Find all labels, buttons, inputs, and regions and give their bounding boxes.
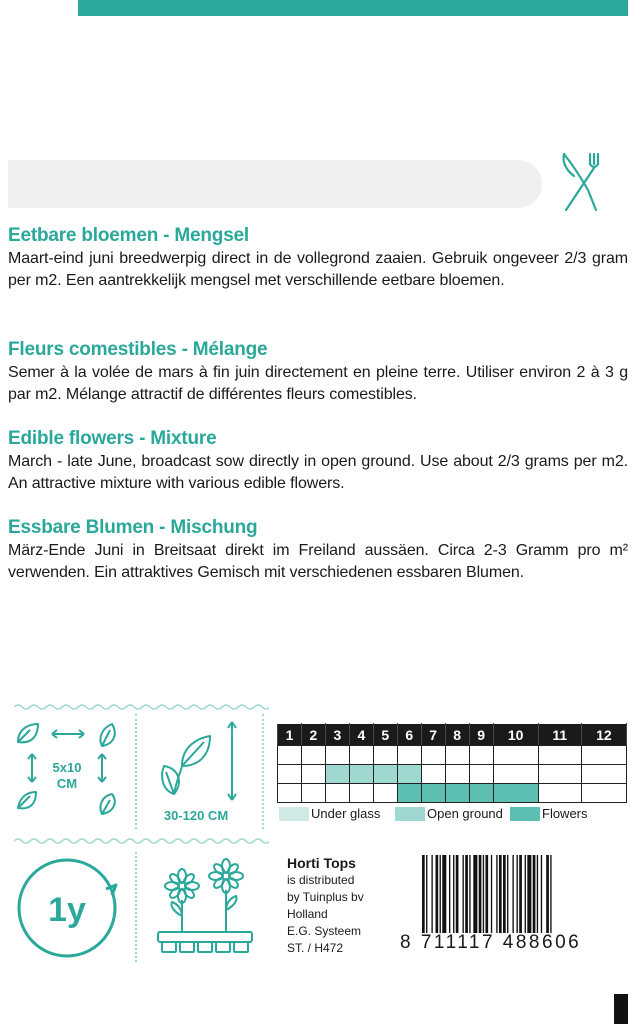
barcode-bar (512, 855, 513, 933)
month-cell: 5 (373, 724, 397, 746)
barcode-bar (440, 855, 441, 933)
wave-divider (14, 837, 269, 845)
height-value: 30-120 CM (163, 808, 229, 823)
lang-text: March - late June, broadcast sow directly in open ground. Use about 2/3 grams per m2. An attractive mixture with various edible flowers. (8, 453, 628, 492)
month-cell: 8 (445, 724, 469, 746)
calendar-cell (278, 784, 302, 803)
month-cell: 10 (493, 724, 538, 746)
distributor-line: Holland (287, 907, 328, 921)
calendar-cell (445, 746, 469, 765)
distributor-line: ST. / H472 (287, 941, 344, 955)
brand-name: Horti Tops (287, 855, 356, 871)
spacing-value: 5x10 (52, 760, 82, 775)
calendar-cell (301, 784, 325, 803)
barcode-bar (473, 855, 477, 933)
barcode-bar (517, 855, 518, 933)
knife-fork-icon (558, 150, 602, 214)
barcode (420, 855, 628, 933)
distributor-line: is distributed (287, 873, 355, 887)
month-cell: 3 (325, 724, 349, 746)
top-accent-bar (78, 0, 628, 16)
sowing-calendar (277, 723, 627, 803)
year-label: 1y (48, 891, 86, 929)
barcode-bar (469, 855, 470, 933)
barcode-bar (527, 855, 531, 933)
barcode-bar (422, 855, 425, 933)
barcode-bar (525, 855, 526, 933)
barcode-bar (426, 855, 427, 933)
lang-title: Eetbare bloemen - Mengsel (8, 225, 250, 246)
barcode-bar (465, 855, 468, 933)
calendar-cell (445, 765, 469, 784)
calendar-cell (469, 784, 493, 803)
lang-text: März-Ende Juni in Breitsaat direkt im Freiland aussäen. Circa 2-3 Gramm pro m² verwenden. Ein attraktives Gemisch mit verschiedenen essbaren Blumen. (8, 542, 628, 581)
barcode-bar (499, 855, 502, 933)
leaf-spacing-icon (14, 716, 124, 826)
distributor-info (287, 855, 407, 957)
calendar-cell (349, 784, 373, 803)
calendar-cell (373, 784, 397, 803)
month-cell: 6 (397, 724, 421, 746)
barcode-bar (507, 855, 508, 933)
lang-block-en (8, 427, 628, 495)
calendar-cell (445, 784, 469, 803)
distributor-line: E.G. Systeem (287, 924, 362, 938)
seedling-tray-icon (150, 850, 260, 960)
barcode-bar (456, 855, 459, 933)
one-year-icon (14, 855, 120, 961)
calendar-cell (538, 765, 581, 784)
month-cell: 12 (581, 724, 626, 746)
calendar-cell (325, 746, 349, 765)
barcode-bar (537, 855, 538, 933)
calendar-cell (538, 746, 581, 765)
legend-label: Under glass (311, 806, 381, 821)
calendar-row-open-ground (278, 765, 627, 784)
legend-swatch-open-ground (395, 807, 425, 821)
calendar-cell (278, 746, 302, 765)
lang-title: Edible flowers - Mixture (8, 428, 217, 449)
calendar-cell (581, 784, 626, 803)
calendar-cell (581, 746, 626, 765)
calendar-row-under-glass (278, 746, 627, 765)
barcode-bar (479, 855, 482, 933)
month-cell: 7 (421, 724, 445, 746)
distributor-line: by Tuinplus bv (287, 890, 364, 904)
calendar-cell (538, 784, 581, 803)
barcode-bar (503, 855, 506, 933)
calendar-cell (325, 784, 349, 803)
crop-mark (614, 994, 628, 1024)
barcode-bar (541, 855, 542, 933)
calendar-legend (277, 805, 627, 827)
dotted-divider (135, 714, 137, 829)
barcode-bar (485, 855, 488, 933)
calendar-row-flowers (278, 784, 627, 803)
barcode-bar (453, 855, 454, 933)
barcode-bar (431, 855, 432, 933)
plant-height-icon (152, 716, 252, 826)
month-cell: 4 (349, 724, 373, 746)
barcode-bar (519, 855, 522, 933)
calendar-cell (493, 765, 538, 784)
barcode-bar (442, 855, 446, 933)
calendar-cell (397, 784, 421, 803)
barcode-bar (436, 855, 439, 933)
legend-swatch-flowers (510, 807, 540, 821)
lang-block-fr (8, 338, 628, 406)
lang-block-de (8, 516, 628, 584)
calendar-cell (493, 746, 538, 765)
barcode-bar (491, 855, 492, 933)
calendar-cell (493, 784, 538, 803)
month-cell: 9 (469, 724, 493, 746)
barcode-bar (483, 855, 484, 933)
month-cell: 2 (301, 724, 325, 746)
calendar-cell (469, 746, 493, 765)
legend-swatch-under-glass (279, 807, 309, 821)
month-cell: 1 (278, 724, 302, 746)
lang-title: Fleurs comestibles - Mélange (8, 339, 268, 360)
barcode-bar (546, 855, 549, 933)
month-cell: 11 (538, 724, 581, 746)
lang-text: Semer à la volée de mars à fin juin directement en pleine terre. Utiliser environ 2 à 3 g par m2. Mélange attractif de différentes fleurs comestibles. (8, 364, 628, 403)
barcode-bar (496, 855, 497, 933)
lang-title: Essbare Blumen - Mischung (8, 517, 258, 538)
lang-text: Maart-eind juni breedwerpig direct in de vollegrond zaaien. Gebruik ongeveer 2/3 gram per m2. Een aantrekkelijk mengsel met verschillende eetbare bloemen. (8, 250, 628, 289)
calendar-cell (373, 765, 397, 784)
calendar-cell (469, 765, 493, 784)
barcode-bar (449, 855, 450, 933)
calendar-cell (278, 765, 302, 784)
calendar-cell (373, 746, 397, 765)
barcode-bar (463, 855, 464, 933)
legend-label: Open ground (427, 806, 503, 821)
calendar-cell (421, 784, 445, 803)
calendar-cell (325, 765, 349, 784)
calendar-cell (421, 765, 445, 784)
barcode-bar (533, 855, 536, 933)
calendar-cell (301, 765, 325, 784)
header-band (8, 160, 542, 208)
wave-divider (14, 703, 269, 711)
calendar-cell (301, 746, 325, 765)
calendar-cell (581, 765, 626, 784)
spacing-unit: CM (56, 776, 78, 791)
lang-block-nl (8, 224, 628, 292)
barcode-number: 8 711117 488606 (400, 932, 582, 953)
barcode-bar (550, 855, 551, 933)
calendar-cell (349, 765, 373, 784)
calendar-months-row (278, 724, 627, 746)
legend-label: Flowers (542, 806, 588, 821)
dotted-divider (262, 714, 264, 829)
calendar-cell (349, 746, 373, 765)
dotted-divider (135, 852, 137, 962)
calendar-cell (397, 765, 421, 784)
calendar-cell (421, 746, 445, 765)
calendar-cell (397, 746, 421, 765)
